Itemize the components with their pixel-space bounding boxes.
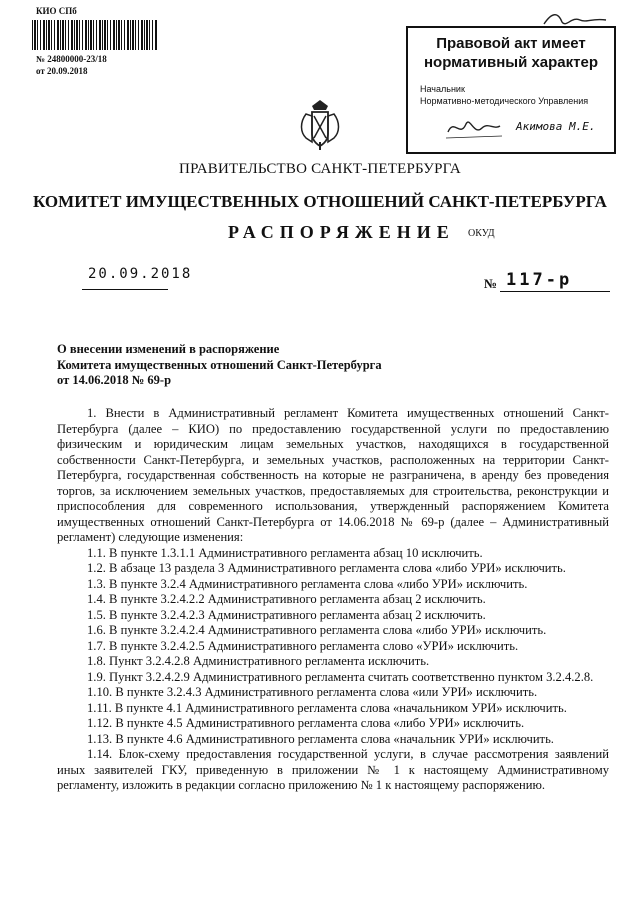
document-subject: О внесении изменений в распоряжение Комитета имущественных отношений Санкт-Петербурга от 14.06.2018 № 69-р xyxy=(57,342,382,387)
list-item: 1.8. Пункт 3.2.4.2.8 Административного регламента исключить. xyxy=(87,654,430,668)
list-item: 1.12. В пункте 4.5 Административного регламента слова «либо УРИ» исключить. xyxy=(87,716,525,730)
list-item: 1.4. В пункте 3.2.4.2.2 Административного регламента абзац 2 исключить. xyxy=(87,592,486,606)
committee-heading: КОМИТЕТ ИМУЩЕСТВЕННЫХ ОТНОШЕНИЙ САНКТ-ПЕТЕРБУРГА xyxy=(33,192,607,211)
signature-name: Акимова М.Е. xyxy=(516,120,596,133)
okud-label: ОКУД xyxy=(468,228,495,239)
stamp-position-1: Начальник xyxy=(420,84,465,94)
number-underline xyxy=(500,291,610,292)
intro-paragraph: 1. Внести в Административный регламент Комитета имущественных отношений Санкт-Петербурга (далее – КИО) по предоставлению государственной услуги по предоставлению физическим и юридическим лицам земельных участков, находящихся в государственной собственности Санкт-Петербурга, и земельных участков, расположенных на территории Санкт-Петербурга, государственная собственность на которые не разграничена, в аренду без проведения торгов, за исключением земельных участков, предоставляемых для строительства, реконструкции и приспособления для современного использования, утвержденный распоряжением Комитета имущественных отношений Санкт-Петербурга от 14.06.2018 № 69-р (далее – Административный регламент) следующие изменения: xyxy=(57,406,609,544)
org-code: КИО СПб xyxy=(36,6,77,16)
stamp-position-2: Нормативно-методического Управления xyxy=(420,96,589,106)
list-item: 1.9. Пункт 3.2.4.2.9 Административного регламента считать соответственно пунктом 3.2.4.2.8. xyxy=(87,669,594,684)
document-body xyxy=(57,406,609,794)
list-item: 1.13. В пункте 4.6 Административного регламента слова «начальник УРИ» исключить. xyxy=(87,731,554,746)
date-underline xyxy=(82,289,168,290)
list-item: 1.14. Блок-схему предоставления государственной услуги, в случае рассмотрения заявлений иных заявителей ГКУ, приведенную в приложении № 1 к настоящему Административному регламенту, изложить в редакции согласно приложению № 1 к настоящему распоряжению. xyxy=(57,747,609,792)
list-item: 1.11. В пункте 4.1 Административного регламента слова «начальником УРИ» исключить. xyxy=(87,700,567,715)
registration-number: № 24800000-23/18 xyxy=(36,54,107,64)
signature-icon xyxy=(444,112,504,144)
list-item: 1.10. В пункте 3.2.4.3 Административного регламента слова «или УРИ» исключить. xyxy=(87,685,538,699)
list-item: 1.1. В пункте 1.3.1.1 Административного регламента абзац 10 исключить. xyxy=(87,545,483,560)
list-item: 1.3. В пункте 3.2.4 Административного регламента слова «либо УРИ» исключить. xyxy=(87,576,528,591)
normative-stamp xyxy=(406,26,616,154)
registration-date: от 20.09.2018 xyxy=(36,66,88,76)
coat-of-arms-icon xyxy=(298,98,342,152)
government-heading: ПРАВИТЕЛЬСТВО САНКТ-ПЕТЕРБУРГА xyxy=(179,161,461,177)
document-type-heading: РАСПОРЯЖЕНИЕ xyxy=(228,222,455,242)
stamp-title: Правовой акт имеет нормативный характер xyxy=(423,35,599,71)
list-item: 1.2. В абзаце 13 раздела 3 Административного регламента слова «либо УРИ» исключить. xyxy=(87,561,566,575)
document-date: 20.09.2018 xyxy=(88,266,193,282)
list-item: 1.6. В пункте 3.2.4.2.4 Административного регламента слова «либо УРИ» исключить. xyxy=(87,623,547,637)
number-prefix: № xyxy=(484,276,498,291)
list-item: 1.7. В пункте 3.2.4.2.5 Административного регламента слово «УРИ» исключить. xyxy=(87,638,519,653)
barcode xyxy=(32,20,158,50)
list-item: 1.5. В пункте 3.2.4.2.3 Административного регламента абзац 2 исключить. xyxy=(87,607,486,622)
document-number: 117-р xyxy=(506,270,573,290)
